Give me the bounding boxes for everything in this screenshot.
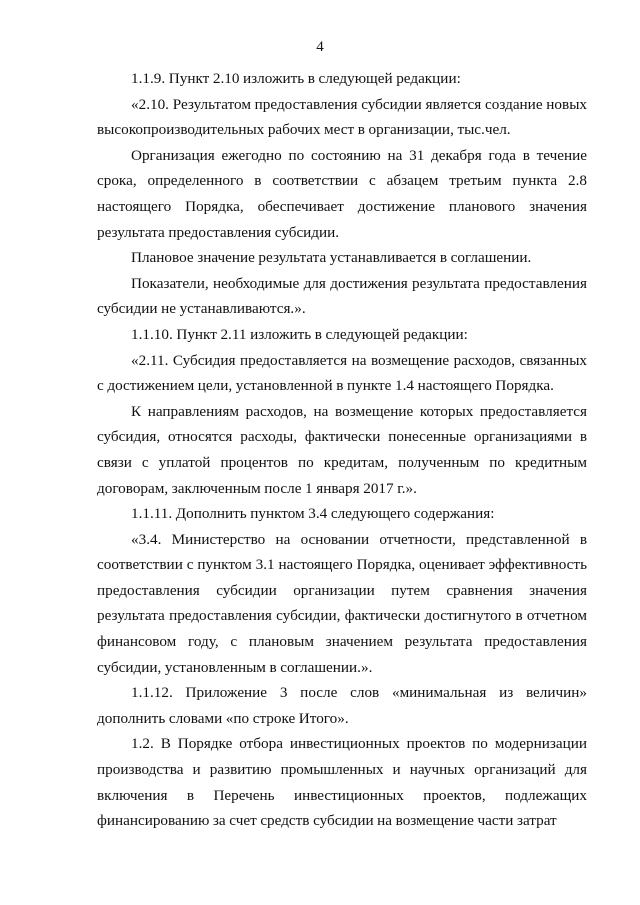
paragraph-1-2: 1.2. В Порядке отбора инвестиционных проектов по модернизации производства и развитию промышленных и научных организаций для включения в Перечень инвестиционных проектов, подлежащих финансированию за счет средств субсидии на возмещение части затрат [97,735,587,830]
document-body [97,66,587,834]
paragraph-organization-obligation: Организация ежегодно по состоянию на 31 декабря года в течение срока, определенного в соответствии с абзацем третьим пункта 2.8 настоящего Порядка, обеспечивает достижение планового значения результата предоставления субсидии. [97,146,587,241]
paragraph-expense-directions: К направлениям расходов, на возмещение которых предоставляется субсидия, относятся расходы, фактически понесенные организациями в связи с уплатой процентов по кредитам, полученным по кредитным договорам, заключенным после 1 января 2017 г.». [97,402,587,497]
paragraph-1-1-11: 1.1.11. Дополнить пунктом 3.4 следующего содержания: [131,505,495,523]
paragraph-1-1-12: 1.1.12. Приложение 3 после слов «минимальная из величин» дополнить словами «по строке Итого». [97,684,587,727]
paragraph-1-1-10: 1.1.10. Пункт 2.11 изложить в следующей редакции: [131,325,468,343]
paragraph-2-10: «2.10. Результатом предоставления субсидии является создание новых высокопроизводительных рабочих мест в организации, тыс.чел. [97,95,587,139]
paragraph-planned-value: Плановое значение результата устанавливается в соглашении. [131,249,532,267]
page-number: 4 [316,39,324,55]
paragraph-1-1-9: 1.1.9. Пункт 2.10 изложить в следующей редакции: [131,70,461,87]
paragraph-indicators: Показатели, необходимые для достижения результата предоставления субсидии не устанавливаются.». [97,274,587,318]
paragraph-3-4: «3.4. Министерство на основании отчетности, представленной в соответствии с пунктом 3.1 настоящего Порядка, оценивает эффективность предоставления субсидии организации путем сравнения значения результата предоставления субсидии, фактически достигнутого в отчетном финансовом году, с плановым значением результата предоставления субсидии, установленным в соглашении.». [97,530,587,676]
paragraph-2-11: «2.11. Субсидия предоставляется на возмещение расходов, связанных с достижением цели, установленной в пункте 1.4 настоящего Порядка. [97,351,587,395]
